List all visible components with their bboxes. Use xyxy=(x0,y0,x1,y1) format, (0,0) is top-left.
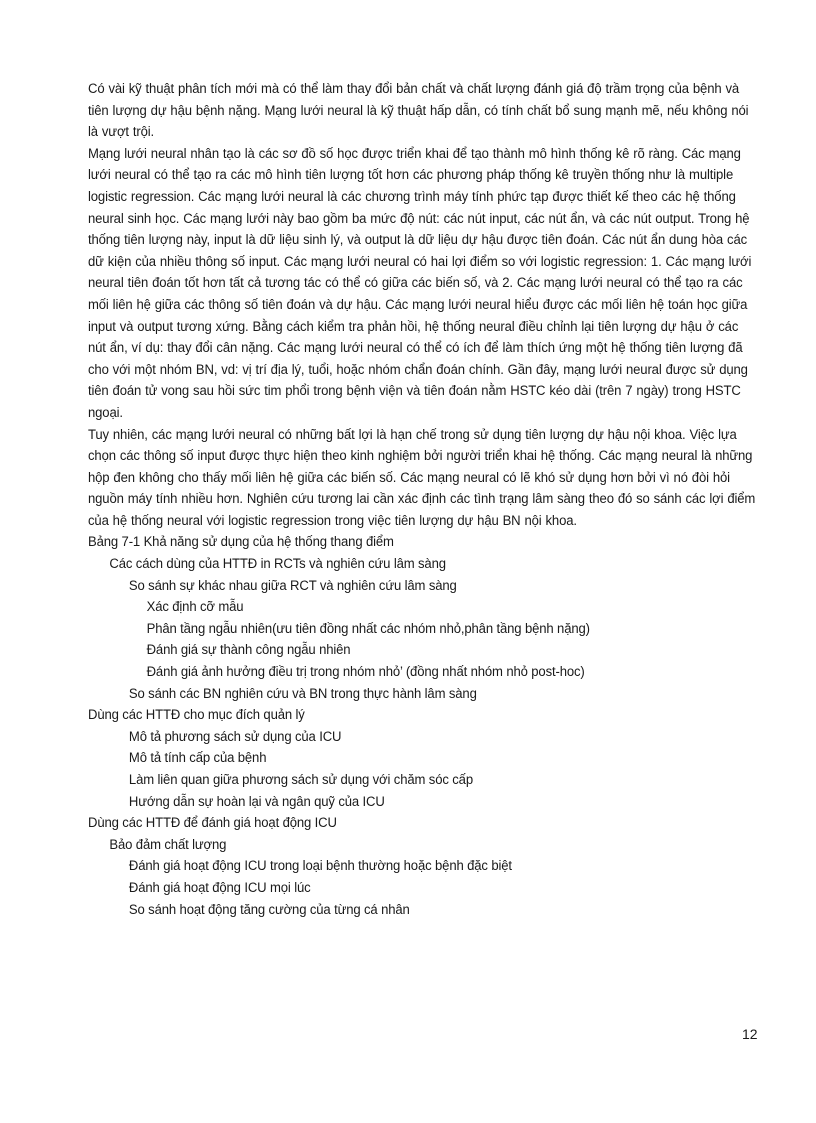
outline-item: So sánh hoạt động tăng cường của từng cá nhân xyxy=(128,900,410,917)
outline-item: Làm liên quan giữa phương sách sử dụng với chăm sóc cấp xyxy=(128,771,473,787)
outline-item: Mô tả phương sách sử dụng của ICU xyxy=(128,727,342,744)
outline-item: Hướng dẫn sự hoàn lại và ngân quỹ của ICU xyxy=(128,792,385,809)
outline-item: Đánh giá sự thành công ngẫu nhiên xyxy=(146,641,351,658)
page-number: 12 xyxy=(742,1026,758,1042)
paragraph-neural-networks: Mạng lưới neural nhân tạo là các sơ đồ số học được triển khai để tạo thành mô hình thống kê rõ ràng. Các mạng lưới neural có thể tạo ra các mô hình tiên lượng tốt hơn các phương pháp thống kê truyền thống như là multiple logistic regression. Các mạng lưới neural là các chương trình máy tính phức tạp được thiết kế theo các hệ thống neural sinh học. Các mạng lưới này bao gồm ba mức độ nút: các nút input, các nút ẩn, và các nút output. Trong hệ thống tiên lượng này, input là dữ liệu sinh lý, và output là dữ liệu dự hậu được tiên đoán. Các nút ẩn dung hòa các dữ kiện của nhiều thông số input. Các mạng lưới neural có hai lợi điểm so với logistic regression: 1. Các mạng lưới neural tiên đoán tốt hơn tất cả tương tác có thể có giữa các biến số, và 2. Các mạng lưới neural có thể tạo ra các mối liên hệ giữa các thông số tiên đoán và dự hậu. Các mạng lưới neural hiểu được các mối liên hệ toán học giữa input và output tương xứng. Bằng cách kiểm tra phản hồi, hệ thống neural điều chỉnh lại tiên lượng dự hậu ở các nút ẩn, ví dụ: thay đổi cân nặng. Các mạng lưới neural có thể có ích để làm thích ứng một hệ thống tiên lượng đã cho với một nhóm BN, vd: vị trí địa lý, tuổi, hoặc nhóm chẩn đoán chính. Gần đây, mạng lưới neural được sử dụng tiên đoán tử vong sau hồi sức tim phổi trong bệnh viện và tiên đoán nằm HSTC kéo dài (trên 7 ngày) trong HSTC ngoại. xyxy=(88,144,752,420)
outline-item: Mô tả tính cấp của bệnh xyxy=(128,749,267,766)
outline-item: Bảo đảm chất lượng xyxy=(109,835,227,852)
paragraph-intro: Có vài kỹ thuật phân tích mới mà có thể làm thay đổi bản chất và chất lượng đánh giá độ trầm trọng của bệnh và tiên lượng dự hậu bệnh nặng. Mạng lưới neural là kỹ thuật hấp dẫn, có tính chất bổ sung mạnh mẽ, nếu không nói là vượt trội. xyxy=(88,80,749,140)
outline-item: So sánh các BN nghiên cứu và BN trong thực hành lâm sàng xyxy=(128,684,477,701)
outline-item: Đánh giá ảnh hưởng điều trị trong nhóm nhỏ’ (đồng nhất nhóm nhỏ post-hoc) xyxy=(146,663,585,680)
paragraph-disadvantages: Tuy nhiên, các mạng lưới neural có những bất lợi là hạn chế trong sử dụng tiên lượng dự hậu nội khoa. Việc lựa chọn các thông số input được thực hiện theo kinh nghiệm bởi người triển khai hệ thống. Các mạng neural là những hộp đen không cho thấy mối liên hệ giữa các biến số. Các mạng neural có lẽ khó sử dụng hơn bởi vì nó đòi hỏi nguồn máy tính nhiều hơn. Nghiên cứu tương lai cần xác định các tình trạng lâm sàng theo đó so sánh các lợi điểm của hệ thống neural với logistic regression trong việc tiên lượng dự hậu BN nội khoa. xyxy=(88,425,756,528)
outline-item: Bảng 7-1 Khả năng sử dụng của hệ thống thang điểm xyxy=(88,533,394,550)
outline-item: Dùng các HTTĐ để đánh giá hoạt động ICU xyxy=(88,814,337,831)
outline-item: Dùng các HTTĐ cho mục đích quản lý xyxy=(88,706,305,723)
outline-item: So sánh sự khác nhau giữa RCT và nghiên cứu lâm sàng xyxy=(128,576,457,593)
outline-item: Đánh giá hoạt động ICU mọi lúc xyxy=(128,878,311,895)
table-7-1-outline xyxy=(88,531,760,920)
outline-item: Xác định cỡ mẫu xyxy=(146,598,244,615)
document-page xyxy=(88,78,760,920)
outline-item: Các cách dùng của HTTĐ in RCTs và nghiên cứu lâm sàng xyxy=(109,555,446,572)
outline-item: Phân tầng ngẫu nhiên(ưu tiên đồng nhất các nhóm nhỏ,phân tầng bệnh nặng) xyxy=(146,619,590,636)
outline-item: Đánh giá hoạt động ICU trong loại bệnh thường hoặc bệnh đặc biệt xyxy=(128,857,512,874)
